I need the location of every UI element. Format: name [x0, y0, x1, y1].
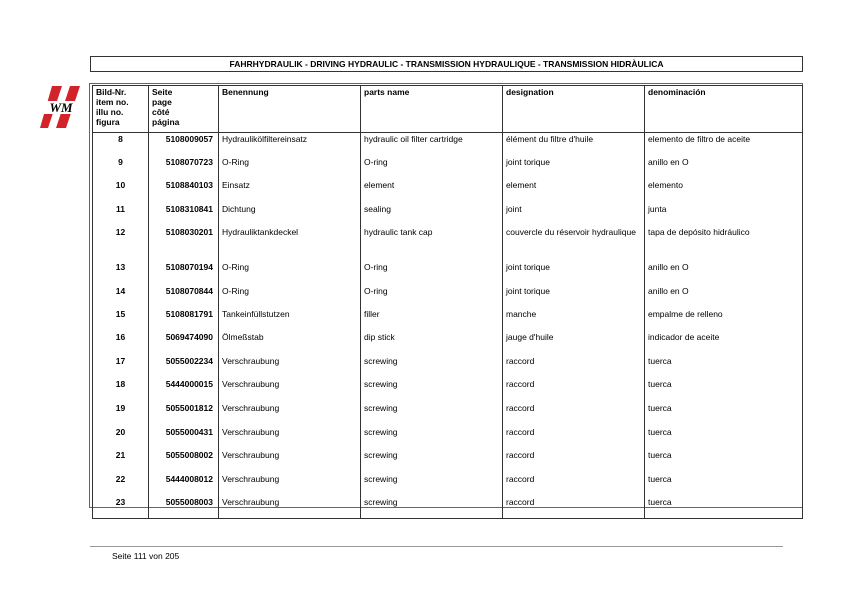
- name-es: tuerca: [645, 473, 803, 496]
- part-number: 5108070723: [149, 156, 219, 179]
- table-row: [93, 203, 803, 226]
- name-de: O-Ring: [219, 261, 361, 285]
- name-de: Verschraubung: [219, 496, 361, 519]
- name-es: empalme de relleno: [645, 308, 803, 331]
- footer-divider: [90, 546, 783, 547]
- name-es: elemento: [645, 179, 803, 203]
- part-number: 5108081791: [149, 308, 219, 331]
- name-de: Verschraubung: [219, 473, 361, 496]
- name-en: O-ring: [361, 261, 503, 285]
- name-en: screwing: [361, 496, 503, 519]
- name-es: anillo en O: [645, 285, 803, 308]
- part-number: 5108070194: [149, 261, 219, 285]
- item-number: 14: [93, 285, 149, 308]
- header-benennung: Benennung: [219, 86, 361, 133]
- page-title: FAHRHYDRAULIK - DRIVING HYDRAULIC - TRANSMISSION HYDRAULIQUE - TRANSMISSION HIDRÀULICA: [90, 56, 803, 72]
- item-number: 17: [93, 355, 149, 378]
- name-de: O-Ring: [219, 285, 361, 308]
- table-row: [93, 133, 803, 156]
- table-row: [93, 378, 803, 402]
- name-de: Hydraulikölfiltereinsatz: [219, 133, 361, 156]
- name-de: Verschraubung: [219, 449, 361, 473]
- name-fr: raccord: [503, 402, 645, 426]
- name-en: hydraulic oil filter cartridge: [361, 133, 503, 156]
- name-de: Verschraubung: [219, 402, 361, 426]
- table-row: [93, 449, 803, 473]
- name-es: tuerca: [645, 426, 803, 449]
- table-header-row: [93, 86, 803, 133]
- parts-table: [92, 85, 803, 519]
- name-en: screwing: [361, 402, 503, 426]
- item-number: 21: [93, 449, 149, 473]
- name-de: Ölmeßstab: [219, 331, 361, 355]
- name-fr: element: [503, 179, 645, 203]
- svg-text:WM: WM: [49, 100, 73, 115]
- table-row: [93, 285, 803, 308]
- wm-logo: [40, 86, 82, 128]
- part-number: 5108030201: [149, 226, 219, 261]
- table-row: [93, 179, 803, 203]
- table-row: [93, 308, 803, 331]
- header-page: Seite page côté página: [149, 86, 219, 133]
- name-es: junta: [645, 203, 803, 226]
- part-number: 5108070844: [149, 285, 219, 308]
- name-en: dip stick: [361, 331, 503, 355]
- part-number: 5444008012: [149, 473, 219, 496]
- header-designation: designation: [503, 86, 645, 133]
- name-en: filler: [361, 308, 503, 331]
- part-number: 5108310841: [149, 203, 219, 226]
- header-item-no: Bild-Nr. item no. illu no. figura: [93, 86, 149, 133]
- part-number: 5069474090: [149, 331, 219, 355]
- table-row: [93, 402, 803, 426]
- name-fr: raccord: [503, 355, 645, 378]
- name-fr: joint torique: [503, 261, 645, 285]
- table-row: [93, 473, 803, 496]
- name-en: screwing: [361, 355, 503, 378]
- name-es: anillo en O: [645, 261, 803, 285]
- name-es: elemento de filtro de aceite: [645, 133, 803, 156]
- item-number: 20: [93, 426, 149, 449]
- table-row: [93, 496, 803, 519]
- name-en: sealing: [361, 203, 503, 226]
- name-es: tuerca: [645, 378, 803, 402]
- table-row: [93, 226, 803, 261]
- name-fr: joint torique: [503, 285, 645, 308]
- part-number: 5444000015: [149, 378, 219, 402]
- part-number: 5055002234: [149, 355, 219, 378]
- name-es: indicador de aceite: [645, 331, 803, 355]
- table-row: [93, 261, 803, 285]
- name-fr: joint: [503, 203, 645, 226]
- item-number: 23: [93, 496, 149, 519]
- name-es: tuerca: [645, 449, 803, 473]
- name-fr: raccord: [503, 378, 645, 402]
- name-de: Verschraubung: [219, 426, 361, 449]
- item-number: 8: [93, 133, 149, 156]
- item-number: 12: [93, 226, 149, 261]
- name-fr: raccord: [503, 496, 645, 519]
- name-de: Verschraubung: [219, 355, 361, 378]
- item-number: 11: [93, 203, 149, 226]
- name-es: tuerca: [645, 402, 803, 426]
- name-fr: raccord: [503, 426, 645, 449]
- header-denominacion: denominación: [645, 86, 803, 133]
- name-es: tapa de depósito hidráulico: [645, 226, 803, 261]
- name-de: O-Ring: [219, 156, 361, 179]
- name-fr: élément du filtre d'huile: [503, 133, 645, 156]
- part-number: 5108009057: [149, 133, 219, 156]
- part-number: 5055008002: [149, 449, 219, 473]
- part-number: 5108840103: [149, 179, 219, 203]
- name-de: Tankeinfüllstutzen: [219, 308, 361, 331]
- table-row: [93, 331, 803, 355]
- item-number: 10: [93, 179, 149, 203]
- header-parts-name: parts name: [361, 86, 503, 133]
- item-number: 15: [93, 308, 149, 331]
- name-de: Dichtung: [219, 203, 361, 226]
- name-fr: joint torique: [503, 156, 645, 179]
- name-fr: raccord: [503, 473, 645, 496]
- part-number: 5055000431: [149, 426, 219, 449]
- name-en: screwing: [361, 426, 503, 449]
- name-en: element: [361, 179, 503, 203]
- name-de: Hydrauliktankdeckel: [219, 226, 361, 261]
- table-row: [93, 355, 803, 378]
- name-es: tuerca: [645, 496, 803, 519]
- name-fr: raccord: [503, 449, 645, 473]
- item-number: 22: [93, 473, 149, 496]
- name-es: anillo en O: [645, 156, 803, 179]
- table-row: [93, 156, 803, 179]
- name-en: screwing: [361, 378, 503, 402]
- item-number: 9: [93, 156, 149, 179]
- item-number: 19: [93, 402, 149, 426]
- name-fr: jauge d'huile: [503, 331, 645, 355]
- table-row: [93, 426, 803, 449]
- part-number: 5055008003: [149, 496, 219, 519]
- name-fr: couvercle du réservoir hydraulique: [503, 226, 645, 261]
- page-number: Seite 111 von 205: [112, 551, 180, 561]
- name-en: screwing: [361, 473, 503, 496]
- part-number: 5055001812: [149, 402, 219, 426]
- name-es: tuerca: [645, 355, 803, 378]
- item-number: 16: [93, 331, 149, 355]
- item-number: 13: [93, 261, 149, 285]
- name-en: screwing: [361, 449, 503, 473]
- name-en: O-ring: [361, 156, 503, 179]
- name-de: Einsatz: [219, 179, 361, 203]
- name-en: hydraulic tank cap: [361, 226, 503, 261]
- name-en: O-ring: [361, 285, 503, 308]
- item-number: 18: [93, 378, 149, 402]
- name-de: Verschraubung: [219, 378, 361, 402]
- name-fr: manche: [503, 308, 645, 331]
